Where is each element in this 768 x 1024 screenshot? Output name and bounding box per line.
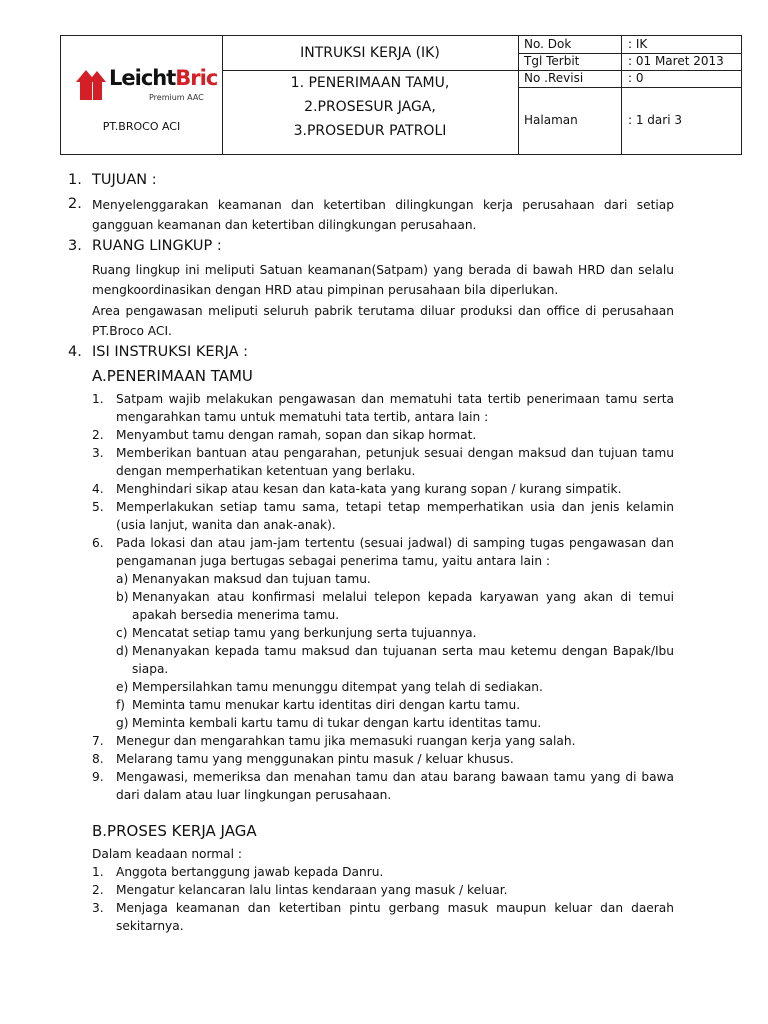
part-a-list: [92, 390, 674, 804]
meta-key: Tgl Terbit: [524, 54, 580, 68]
meta-row-doc-no: [518, 36, 741, 54]
ruang-lingkup-paragraph-1: Ruang lingkup ini meliputi Satuan keamanan(Satpam) yang berada di bawah HRD dan selalu mengkoordinasikan dengan HRD atau pimpinan perusahaan bila diperlukan.: [92, 263, 674, 297]
meta-row-issue-date: [518, 53, 741, 71]
meta-value: : 01 Maret 2013: [628, 54, 724, 68]
meta-key: No. Dok: [524, 37, 572, 51]
list-item: 9. Mengawasi, memeriksa dan menahan tamu dan atau barang bawaan tamu yang di bawa dari dalam atau luar lingkungan perusahaan.: [92, 770, 674, 802]
company-name: PT.BROCO ACI: [102, 120, 181, 133]
section-heading-ruang-lingkup: [68, 238, 222, 254]
list-item: 3. Menjaga keamanan dan ketertiban pintu gerbang masuk maupun keluar dan daerah sekitarnya.: [92, 901, 674, 933]
ruang-lingkup-paragraph-2: Area pengawasan meliputi seluruh pabrik terutama diluar produksi dan office di perusahaan PT.Broco ACI.: [92, 304, 674, 338]
brand-tagline: Premium AAC: [149, 93, 204, 102]
meta-value: : IK: [628, 37, 648, 51]
part-b-list: [92, 863, 674, 935]
sub-list-item: g) Meminta kembali kartu tamu di tukar dengan kartu identitas tamu.: [116, 716, 542, 730]
list-item: 3. Memberikan bantuan atau pengarahan, petunjuk sesuai dengan maksud dan tujuan tamu dengan memperhatikan ketentuan yang berlaku.: [92, 446, 674, 478]
section-title: RUANG LINGKUP :: [92, 238, 222, 254]
section-number: 3.: [68, 238, 82, 254]
section-title: TUJUAN :: [92, 172, 157, 188]
sub-list-item: f) Meminta tamu menukar kartu identitas diri dengan kartu tamu.: [116, 698, 521, 712]
sub-list-item: c) Mencatat setiap tamu yang berkunjung serta tujuannya.: [116, 626, 477, 640]
section-heading-isi-instruksi: [68, 344, 248, 360]
section-heading-tujuan: [68, 172, 157, 188]
meta-key: Halaman: [524, 113, 578, 127]
sub-list-item: e) Mempersilahkan tamu menunggu ditempat yang telah di sediakan.: [116, 680, 543, 694]
meta-value: : 0: [628, 71, 644, 85]
section-2-text: Menyelenggarakan keamanan dan ketertiban dilingkungan kerja perusahaan dari setiap gangguan keamanan dan ketertiban dilingkungan perusahaan.: [92, 198, 674, 232]
meta-row-revision: [518, 70, 741, 88]
list-item: 8. Melarang tamu yang menggunakan pintu masuk / keluar khusus.: [92, 752, 514, 766]
list-item: 5. Memperlakukan setiap tamu sama, tetapi tetap memperhatikan usia dan jenis kelamin (usia lanjut, wanita dan anak-anak).: [92, 500, 674, 532]
section-title: ISI INSTRUKSI KERJA :: [92, 344, 249, 360]
list-item: 1. Anggota bertanggung jawab kepada Danru.: [92, 865, 384, 879]
section-number-2: [68, 196, 92, 212]
list-item: 2. Mengatur kelancaran lalu lintas kendaraan yang masuk / keluar.: [92, 883, 508, 897]
subtitle-line: 2.PROSESUR JAGA,: [304, 99, 436, 115]
part-a-title: A.PENERIMAAN TAMU: [92, 367, 253, 385]
section-number: 4.: [68, 344, 82, 360]
document-subtitle: [222, 70, 518, 143]
house-logo-icon: [74, 66, 108, 102]
title-cell: [222, 36, 519, 154]
logo-cell: [61, 36, 223, 154]
sub-list-item: a) Menanyakan maksud dan tujuan tamu.: [116, 572, 371, 586]
list-item: 4. Menghindari sikap atau kesan dan kata-kata yang kurang sopan / kurang simpatik.: [92, 482, 622, 496]
document-header-table: [60, 35, 742, 155]
section-number: 1.: [68, 172, 82, 188]
list-item: 7. Menegur dan mengarahkan tamu jika memasuki ruangan kerja yang salah.: [92, 734, 576, 748]
list-item: 2. Menyambut tamu dengan ramah, sopan dan sikap hormat.: [92, 428, 477, 442]
section-number: 2.: [68, 196, 82, 212]
list-item: 1. Satpam wajib melakukan pengawasan dan mematuhi tata tertib penerimaan tamu serta mengarahkan tamu untuk mematuhi tata tertib, antara lain :: [92, 392, 674, 424]
sub-list-item: d) Menanyakan kepada tamu maksud dan tujuanan serta mau ketemu dengan Bapak/Ibu siapa.: [116, 644, 674, 676]
meta-cell: [518, 36, 741, 154]
sub-list-item: b) Menanyakan atau konfirmasi melalui telepon kepada karyawan yang akan di temui apakah bersedia menerima tamu.: [116, 590, 674, 622]
brand-logo: LeichtBric: [109, 66, 218, 90]
list-item: 6. Pada lokasi dan atau jam-jam tertentu (sesuai jadwal) di samping tugas pengawasan dan pengamanan juga bertugas sebagai penerima tamu, yaitu antara lain :: [92, 536, 674, 568]
part-b-intro: Dalam keadaan normal :: [92, 847, 242, 861]
subtitle-line: 1. PENERIMAAN TAMU,: [290, 75, 450, 91]
subtitle-line: 3.PROSEDUR PATROLI: [293, 123, 447, 139]
meta-key: No .Revisi: [524, 71, 584, 85]
document-title: INTRUKSI KERJA (IK): [222, 36, 518, 71]
meta-row-page: [518, 87, 741, 154]
meta-value: : 1 dari 3: [628, 113, 682, 127]
part-b-title: B.PROSES KERJA JAGA: [92, 822, 257, 840]
